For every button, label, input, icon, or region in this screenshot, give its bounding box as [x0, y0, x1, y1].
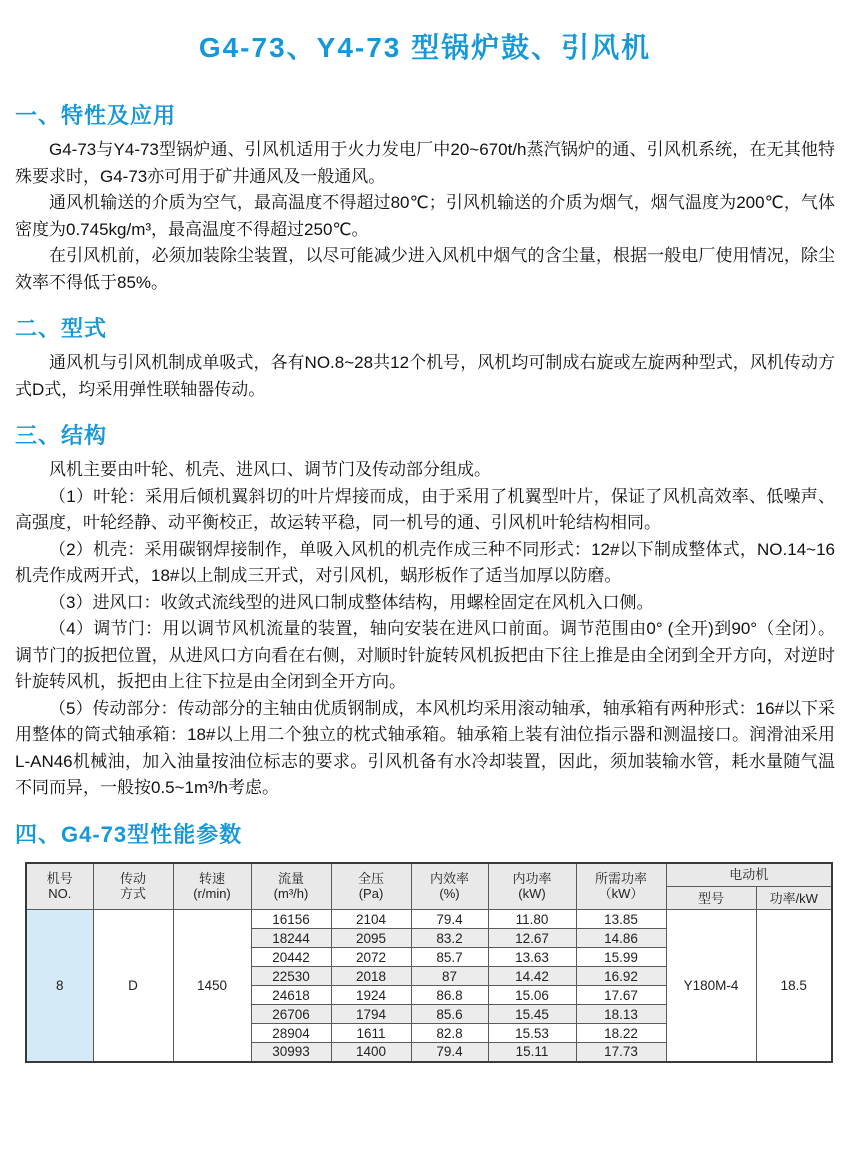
header-line: 传动 [119, 871, 146, 887]
paragraph: 风机主要由叶轮、机壳、进风口、调节门及传动部分组成。 [49, 460, 491, 479]
pressure-cell: 2095 [331, 929, 411, 948]
machine-no-cell: 8 [26, 910, 93, 1062]
header-line: 转速 [198, 871, 225, 887]
required-power-cell: 14.86 [576, 929, 666, 948]
header-line: 内功率 [512, 871, 552, 887]
efficiency-cell: 79.4 [411, 910, 488, 929]
internal-power-cell: 15.06 [488, 986, 576, 1005]
motor-power-cell: 18.5 [756, 910, 832, 1062]
paragraph: 通风机输送的介质为空气，最高温度不得超过80℃；引风机输送的介质为烟气，烟气温度为200℃，气体密度为0.745kg/m³，最高温度不得超过250℃。 [15, 193, 835, 239]
paragraph: G4-73与Y4-73型锅炉通、引风机适用于火力发电厂中20~670t/h蒸汽锅炉的通、引风机系统，在无其他特殊要求时，G4-73亦可用于矿井通风及一般通风。 [15, 140, 835, 186]
header-required-power [576, 863, 666, 910]
efficiency-cell: 79.4 [411, 1043, 488, 1062]
pressure-cell: 1400 [331, 1043, 411, 1062]
efficiency-cell: 85.7 [411, 948, 488, 967]
performance-table [25, 862, 833, 1063]
header-motor-power: 功率/kW [756, 887, 832, 910]
paragraph: （5）传动部分：传动部分的主轴由优质钢制成，本风机均采用滚动轴承，轴承箱有两种形式：16#以下采用整体的筒式轴承箱：18#以上用二个独立的枕式轴承箱。轴承箱上装有油位指示器和测温接口。润滑油采用L-AN46机械油，加入油量按油位标志的要求。引风机备有水冷却装置，因此，须加装输水管，耗水量随气温不同而异，一般按0.5~1m³/h考虑。 [15, 698, 835, 797]
section-heading-performance: 四、G4-73型性能参数 [15, 821, 243, 847]
header-internal-efficiency [411, 863, 488, 910]
flow-cell: 16156 [251, 910, 331, 929]
speed-cell: 1450 [173, 910, 251, 1062]
flow-cell: 24618 [251, 986, 331, 1005]
drive-mode-cell: D [93, 910, 173, 1062]
paragraph: （3）进风口：收敛式流线型的进风口制成整体结构，用螺栓固定在风机入口侧。 [49, 592, 654, 612]
efficiency-cell: 87 [411, 967, 488, 986]
flow-cell: 22530 [251, 967, 331, 986]
header-line: 全压 [357, 871, 384, 887]
paragraph: （2）机壳：采用碳钢焊接制作，单吸入风机的机壳作成三种不同形式：12#以下制成整体式，NO.14~16机壳作成两开式，18#以上制成三开式，对引风机，蜗形板作了适当加厚以防磨。 [15, 539, 835, 585]
performance-table-container [25, 862, 835, 1063]
header-line: 所需功率 [594, 871, 647, 887]
section-heading-type: 二、型式 [15, 316, 108, 341]
internal-power-cell: 15.45 [488, 1005, 576, 1024]
internal-power-cell: 13.63 [488, 948, 576, 967]
required-power-cell: 13.85 [576, 910, 666, 929]
flow-cell: 26706 [251, 1005, 331, 1024]
header-line: 内效率 [429, 871, 469, 887]
header-motor-model: 型号 [666, 887, 756, 910]
efficiency-cell: 85.6 [411, 1005, 488, 1024]
pressure-cell: 1611 [331, 1024, 411, 1043]
pressure-cell: 2018 [331, 967, 411, 986]
internal-power-cell: 11.80 [488, 910, 576, 929]
table-row [26, 910, 832, 929]
pressure-cell: 1794 [331, 1005, 411, 1024]
required-power-cell: 18.13 [576, 1005, 666, 1024]
header-line: NO. [48, 886, 72, 902]
header-internal-power [488, 863, 576, 910]
internal-power-cell: 12.67 [488, 929, 576, 948]
header-line: (r/min) [193, 886, 231, 902]
header-line: (kW) [518, 886, 546, 902]
page-title: G4-73、Y4-73 型锅炉鼓、引风机 [198, 32, 652, 63]
required-power-cell: 18.22 [576, 1024, 666, 1043]
paragraph: （1）叶轮：采用后倾机翼斜切的叶片焊接而成，由于采用了机翼型叶片，保证了风机高效率、低噪声、高强度，叶轮经静、动平衡校正，故运转平稳，同一机号的通、引风机叶轮结构相同。 [15, 486, 835, 532]
header-speed [173, 863, 251, 910]
required-power-cell: 16.92 [576, 967, 666, 986]
header-line: (%) [439, 886, 460, 902]
paragraph: 通风机与引风机制成单吸式，各有NO.8~28共12个机号，风机均可制成右旋或左旋两种型式，风机传动方式D式，均采用弹性联轴器传动。 [15, 353, 835, 399]
efficiency-cell: 86.8 [411, 986, 488, 1005]
header-flow [251, 863, 331, 910]
flow-cell: 30993 [251, 1043, 331, 1062]
header-total-pressure [331, 863, 411, 910]
efficiency-cell: 82.8 [411, 1024, 488, 1043]
required-power-cell: 17.73 [576, 1043, 666, 1062]
pressure-cell: 2104 [331, 910, 411, 929]
header-line: 方式 [119, 886, 146, 902]
section-heading-structure: 三、结构 [15, 423, 108, 448]
flow-cell: 20442 [251, 948, 331, 967]
required-power-cell: 17.67 [576, 986, 666, 1005]
efficiency-cell: 83.2 [411, 929, 488, 948]
required-power-cell: 15.99 [576, 948, 666, 967]
pressure-cell: 1924 [331, 986, 411, 1005]
header-line: (m³/h) [273, 886, 309, 902]
flow-cell: 28904 [251, 1024, 331, 1043]
flow-cell: 18244 [251, 929, 331, 948]
header-line: 机号 [46, 871, 73, 887]
section-heading-features: 一、特性及应用 [15, 103, 177, 128]
header-line: (Pa) [358, 886, 384, 902]
paragraph: 在引风机前，必须加装除尘装置，以尽可能减少进入风机中烟气的含尘量，根据一般电厂使用情况，除尘效率不得低于85%。 [15, 246, 835, 292]
internal-power-cell: 14.42 [488, 967, 576, 986]
pressure-cell: 2072 [331, 948, 411, 967]
internal-power-cell: 15.11 [488, 1043, 576, 1062]
header-line: （kW） [598, 886, 644, 902]
header-drive-mode [93, 863, 173, 910]
header-machine-no [26, 863, 93, 910]
internal-power-cell: 15.53 [488, 1024, 576, 1043]
header-motor-group: 电动机 [666, 863, 832, 887]
document-page [0, 26, 850, 1163]
paragraph: （4）调节门：用以调节风机流量的装置，轴向安装在进风口前面。调节范围由0° (全开)到90°（全闭）。调节门的扳把位置，从进风口方向看在右侧，对顺时针旋转风机扳把由下往上推是由全闭到全开方向，对逆时针旋转风机，扳把由上往下拉是由全闭到全开方向。 [15, 619, 835, 691]
header-line: 流量 [277, 871, 304, 887]
motor-model-cell: Y180M-4 [666, 910, 756, 1062]
